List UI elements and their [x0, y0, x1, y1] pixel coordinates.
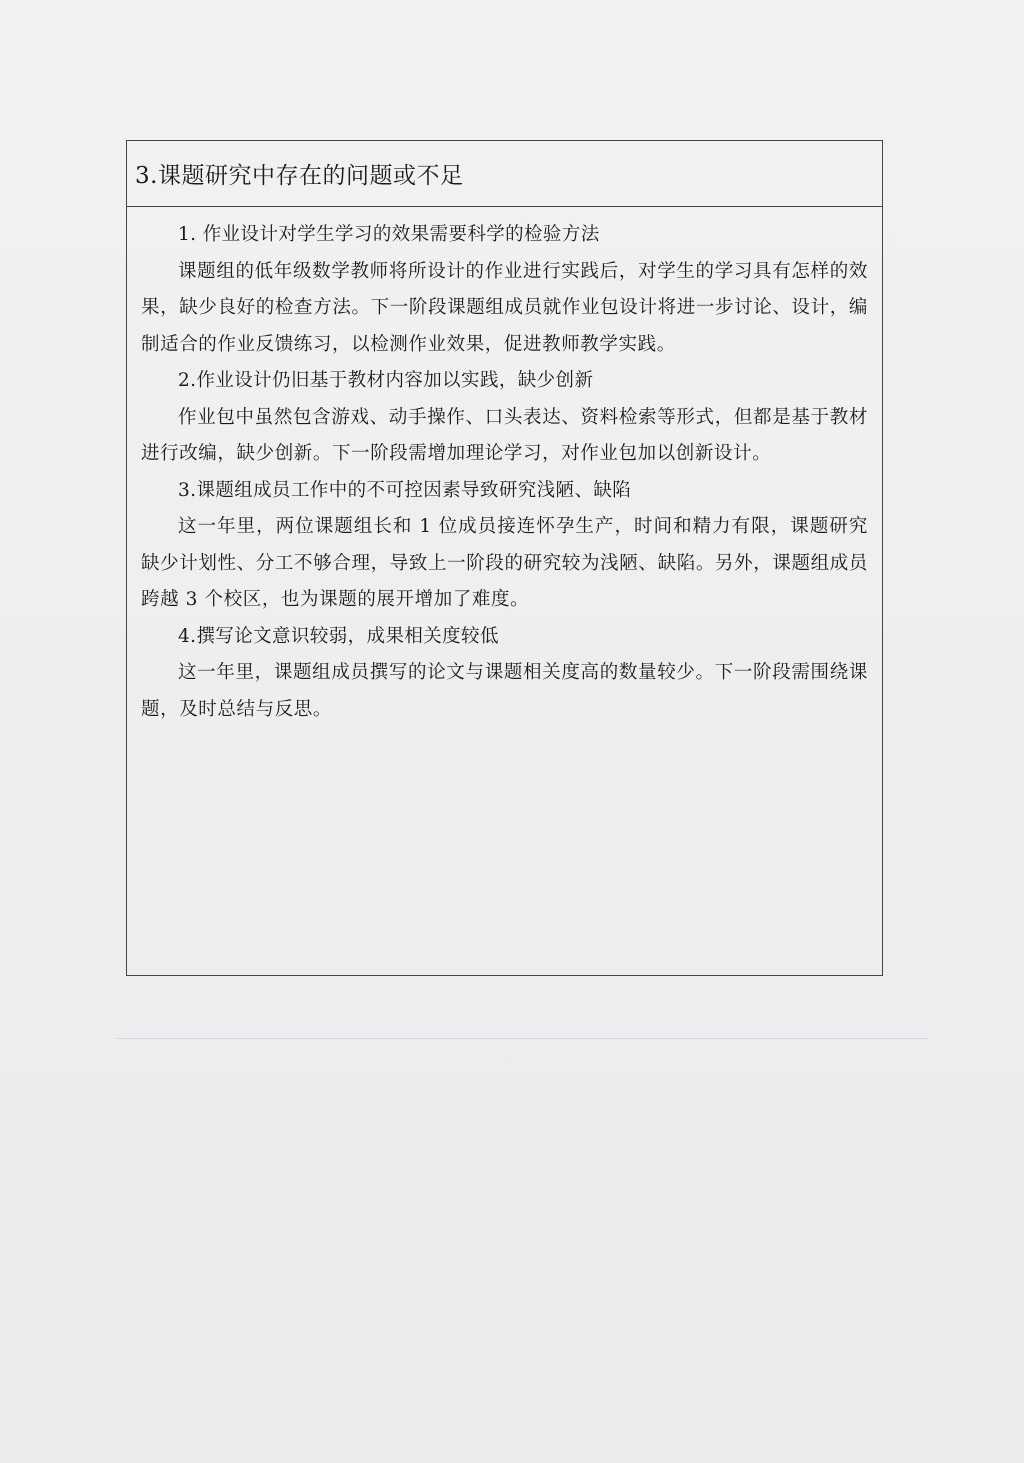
problem-body-1: 课题组的低年级数学教师将所设计的作业进行实践后，对学生的学习具有怎样的效果，缺少良好的检查方法。下一阶段课题组成员就作业包设计将进一步讨论、设计，编制适合的作业反馈练习，以检测作业效果，促进教师教学实践。 — [141, 260, 868, 355]
problem-heading-1: 1. 作业设计对学生学习的效果需要科学的检验方法 — [178, 224, 600, 245]
problem-body-4: 这一年里，课题组成员撰写的论文与课题相关度高的数量较少。下一阶段需围绕课题，及时总结与反思。 — [141, 662, 868, 720]
section-header-row — [127, 141, 882, 207]
problem-heading-2: 2.作业设计仍旧基于教材内容加以实践，缺少创新 — [178, 370, 594, 391]
problem-heading-3: 3.课题组成员工作中的不可控因素导致研究浅陋、缺陷 — [178, 479, 632, 501]
problem-body-3: 这一年里，两位课题组长和 1 位成员接连怀孕生产，时间和精力有限，课题研究缺少计划性、分工不够合理，导致上一阶段的研究较为浅陋、缺陷。另外，课题组成员跨越 3 个校区，也为课题的展开增加了难度。 — [141, 516, 868, 610]
section-title: 3.课题研究中存在的问题或不足 — [135, 163, 464, 189]
page-divider — [116, 1038, 928, 1039]
section-content — [127, 207, 882, 728]
problem-body-2: 作业包中虽然包含游戏、动手操作、口头表达、资料检索等形式，但都是基于教材进行改编，缺少创新。下一阶段需增加理论学习，对作业包加以创新设计。 — [141, 406, 868, 464]
form-table — [126, 140, 883, 976]
problem-heading-4: 4.撰写论文意识较弱，成果相关度较低 — [178, 625, 499, 647]
